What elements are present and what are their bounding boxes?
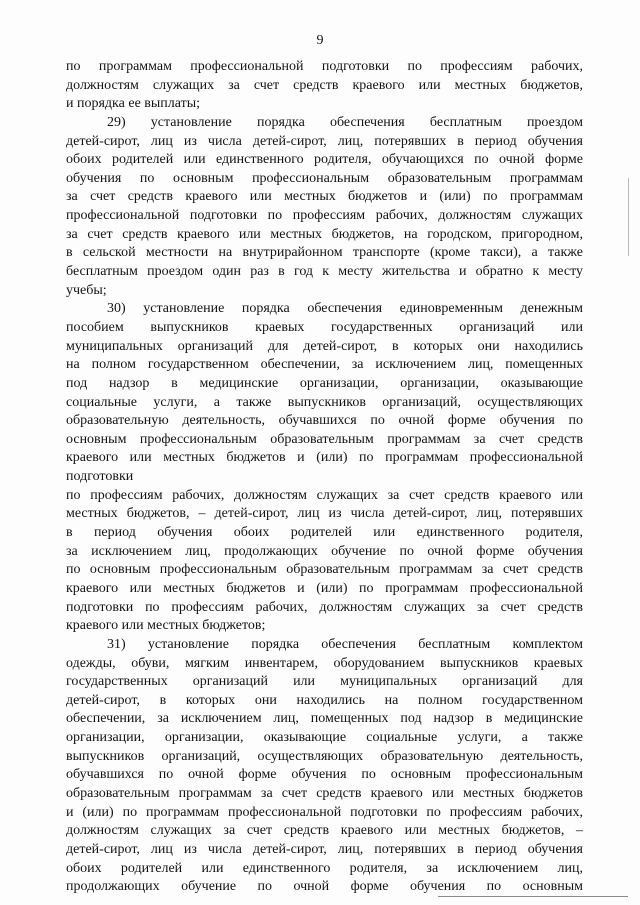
text-line: обучавшихся по очной форме обучения по основным профессиональным	[66, 767, 583, 783]
footer-rule	[438, 896, 628, 897]
text-line: пособием выпускников краевых государственных организаций или	[66, 319, 583, 335]
text-line: муниципальных организаций для детей-сирот, в которых они находились	[66, 338, 583, 354]
text-line: детей-сирот, в которых они находились на полном государственном	[66, 692, 583, 708]
document-body	[66, 58, 583, 897]
text-line: по основным профессиональным образовательным программам за счет средств	[66, 562, 583, 578]
text-line: одежды, обуви, мягким инвентарем, оборудованием выпускников краевых	[66, 655, 583, 671]
text-line: обеспечении, за исключением лиц, помещенных под надзор в медицинские	[66, 711, 583, 727]
text-line: за счет средств краевого или местных бюджетов, на городском, пригородном,	[66, 226, 583, 242]
text-line: краевого или местных бюджетов;	[66, 618, 266, 634]
text-line: по профессиям рабочих, должностям служащих за счет средств краевого или	[66, 487, 583, 503]
text-line: в сельской местности на внутрирайонном транспорте (кроме такси), а также	[66, 245, 583, 261]
text-line: образовательную деятельность, обучавшихся по очной форме обучения по	[66, 413, 583, 429]
text-line: местных бюджетов, – детей-сирот, лиц из числа детей-сирот, лиц, потерявших	[66, 506, 583, 522]
item-30-heading: 30) установление порядка обеспечения единовременным денежным	[107, 301, 583, 317]
text-line: бесплатным проездом один раз в год к месту жительства и обратно к месту	[66, 264, 583, 280]
text-line: в период обучения обоих родителей или единственного родителя,	[66, 525, 583, 541]
text-line: подготовки по профессиям рабочих, должностям служащих за счет средств	[66, 599, 583, 615]
item-31-heading: 31) установление порядка обеспечения бесплатным комплектом	[107, 636, 583, 652]
text-line: должностям служащих за счет средств краевого или местных бюджетов,	[66, 77, 583, 93]
scan-edge-mark	[628, 178, 629, 256]
text-line: краевого или местных бюджетов и (или) по программам профессиональной	[66, 450, 583, 466]
text-line: краевого или местных бюджетов и (или) по программам профессиональной	[66, 580, 583, 596]
text-line: обоих родителей или единственного родителя, за исключением лиц,	[66, 860, 583, 876]
text-line: социальные услуги, а также выпускников организаций, осуществляющих	[66, 394, 583, 410]
text-line: образовательным программам за счет средств краевого или местных бюджетов	[66, 785, 583, 801]
text-line: учебы;	[66, 282, 107, 298]
text-line: по программам профессиональной подготовки по профессиям рабочих,	[66, 59, 583, 74]
text-line: детей-сирот, лиц из числа детей-сирот, лиц, потерявших в период обучения	[66, 133, 583, 149]
item-29-heading: 29) установление порядка обеспечения бесплатным проездом	[107, 114, 583, 130]
text-line: выпускников организаций, осуществляющих образовательную деятельность,	[66, 748, 583, 764]
text-line: за исключением лиц, продолжающих обучение по очной форме обучения	[66, 543, 583, 559]
text-line: и (или) по программам профессиональной подготовки по профессиям рабочих,	[66, 804, 583, 820]
text-line: обоих родителей или единственного родителя, обучающихся по очной форме	[66, 152, 583, 168]
text-line: профессиональной подготовки по профессиям рабочих, должностям служащих	[66, 208, 583, 224]
page-number: 9	[316, 33, 324, 48]
text-line: государственных организаций или муниципальных организаций для	[66, 674, 583, 690]
text-line: на полном государственном обеспечении, за исключением лиц, помещенных	[66, 357, 583, 373]
text-line: за счет средств краевого или местных бюджетов и (или) по программам	[66, 189, 583, 205]
text-line: продолжающих обучение по очной форме обучения по основным	[66, 879, 583, 895]
text-line: детей-сирот, лиц из числа детей-сирот, лиц, потерявших в период обучения	[66, 841, 583, 857]
text-line: и порядка ее выплаты;	[66, 96, 201, 112]
text-line: под надзор в медицинские организации, организации, оказывающие	[66, 375, 583, 391]
text-line: основным профессиональным образовательным программам за счет средств	[66, 431, 583, 447]
text-line: обучения по основным профессиональным образовательным программам	[66, 170, 583, 186]
text-line: организации, организации, оказывающие социальные услуги, а также	[66, 730, 583, 746]
text-line: подготовки	[66, 469, 134, 485]
text-line: должностям служащих за счет средств краевого или местных бюджетов, –	[66, 823, 583, 839]
